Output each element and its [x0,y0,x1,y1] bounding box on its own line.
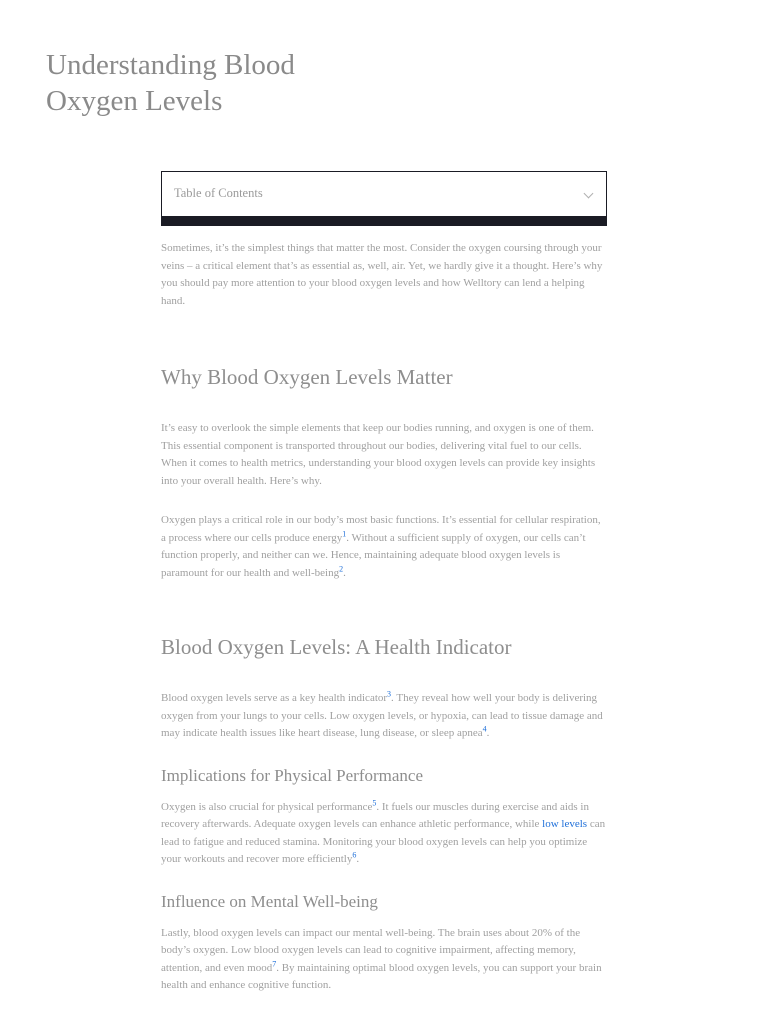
indicator-paragraph [161,690,607,743]
why-p2-text-a: Oxygen plays a critical role in our body’s most basic functions. It’s essential for cellular respiration, a process where our cells produce energy [161,514,601,544]
why-paragraph-2 [161,512,607,582]
heading-why-blood-oxygen: Why Blood Oxygen Levels Matter [161,365,453,389]
physical-paragraph [161,799,607,869]
ind-text-c: . [486,727,490,739]
footnote-ref-5[interactable]: 5 [372,797,377,807]
intro-paragraph: Sometimes, it’s the simplest things that matter the most. Consider the oxygen coursing through your veins – a critical element that’s as essential as, well, air. Yet, we hardly give it a thought. Here’s why you should pay more attention to your blood oxygen levels and how Welltory can lend a helping hand. [161,242,603,307]
page-title: Understanding Blood Oxygen Levels [46,49,295,117]
footnote-ref-3[interactable]: 3 [387,689,392,699]
phys-text-c: can lead to fatigue and reduced stamina. Monitoring your blood oxygen levels can help you optimize your workouts and recover more efficiently [161,818,606,865]
mental-text-b: . By maintaining optimal blood oxygen levels, you can support your brain health and enhance cognitive function. [161,961,602,991]
why-paragraph-1: It’s easy to overlook the simple elements that keep our bodies running, and oxygen is one of them. This essential component is transported throughout our bodies, delivering vital fuel to our cells. When it comes to health metrics, understanding your blood oxygen levels can provide key insights into your overall health. Here’s why. [161,422,596,487]
table-of-contents-toggle[interactable] [161,171,607,226]
ind-text-b: . They reveal how well your body is delivering oxygen from your lungs to your cells. Low oxygen levels, or hypoxia, can lead to tissue damage and may indicate health issues like heart disease, lung disease, or sleep apnea [161,692,603,739]
mental-paragraph [161,925,607,995]
heading-health-indicator: Blood Oxygen Levels: A Health Indicator [161,635,512,659]
toc-bar [161,216,607,226]
heading-physical-performance: Implications for Physical Performance [161,765,424,785]
phys-text-b: . It fuels our muscles during exercise and aids in recovery afterwards. Adequate oxygen levels can enhance athletic performance, while [161,800,589,830]
footnote-ref-4[interactable]: 4 [482,724,487,734]
phys-text-d: . [356,853,360,865]
why-p2-text-c: . [343,566,346,579]
ind-text-a: Blood oxygen levels serve as a key health indicator [161,692,388,704]
chevron-down-icon [584,189,594,199]
mental-text-a: Lastly, blood oxygen levels can impact our mental well-being. The brain uses about 20% of the body’s oxygen. Low blood oxygen levels can lead to cognitive impairment, affecting memory, attention, and even mood [161,926,581,974]
footnote-ref-2[interactable]: 2 [339,563,344,573]
phys-text-a: Oxygen is also crucial for physical performance [161,800,373,813]
low-levels-link[interactable]: low levels [542,818,588,830]
article-content [161,171,607,995]
footnote-ref-6[interactable]: 6 [352,850,357,860]
footnote-ref-7[interactable]: 7 [272,958,277,968]
heading-mental-wellbeing: Influence on Mental Well-being [161,891,378,911]
why-p2-text-b: . Without a sufficient supply of oxygen, our cells can’t function properly, and neither can we. Hence, maintaining adequate blood oxygen levels is paramount for our health and well-being [161,531,586,579]
toc-label: Table of Contents [174,186,263,200]
footnote-ref-1[interactable]: 1 [342,528,347,538]
